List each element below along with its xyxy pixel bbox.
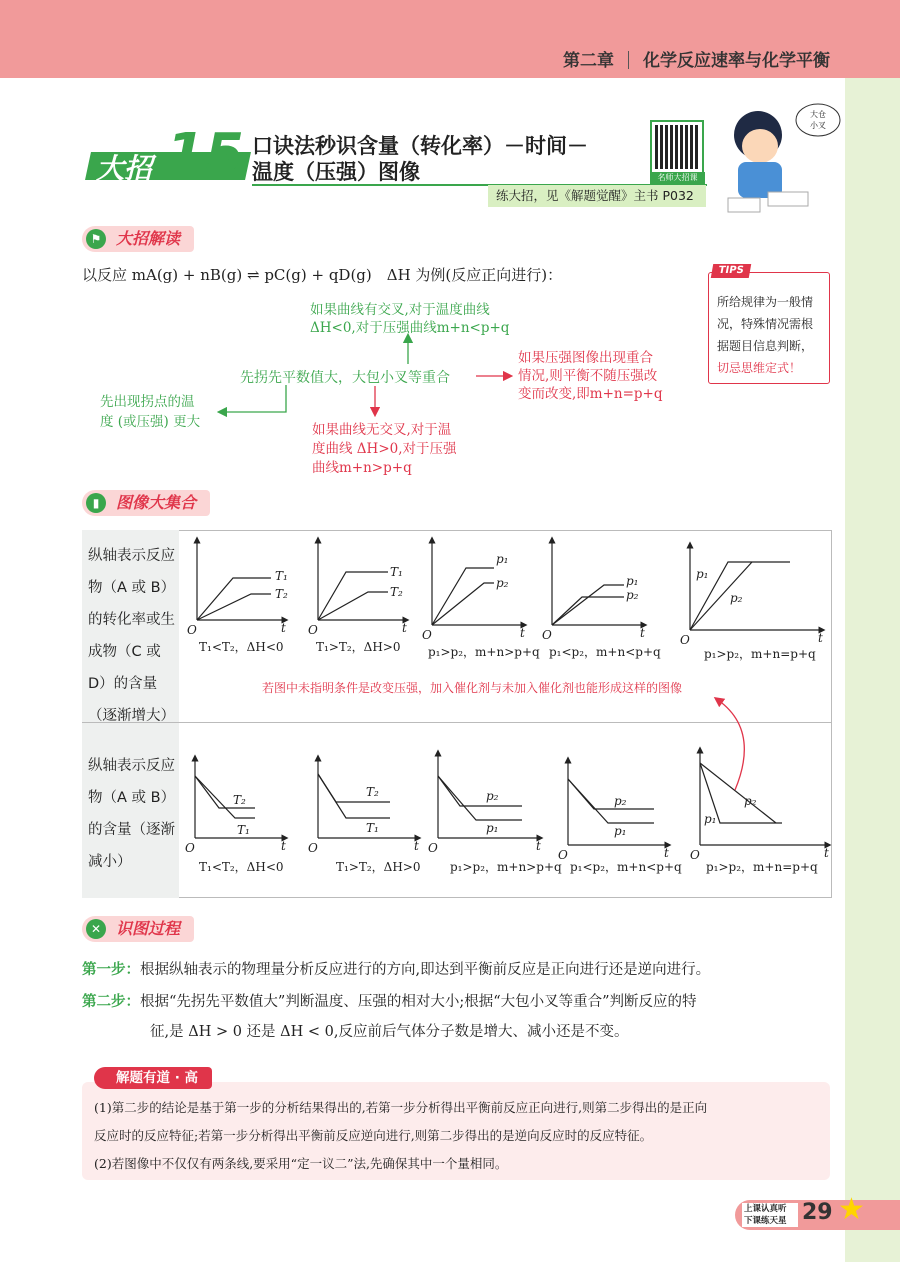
section-jiedu: ⚑ 大招解读 bbox=[82, 226, 194, 252]
tip2-line1: (1)第二步的结论是基于第一步的分析结果得出的,若第一步分析得出平衡前反应正向进行,则第二步得出的是正向 bbox=[94, 1100, 708, 1115]
t-axis-label: t bbox=[414, 839, 419, 853]
svg-text:小叉: 小叉 bbox=[810, 121, 826, 130]
origin-label: O bbox=[680, 633, 690, 647]
t-axis-label: t bbox=[402, 621, 407, 635]
step2-line1: 第二步：根据“先拐先平数值大”判断温度、压强的相对大小;根据“大包小叉等重合”判断反应的特 bbox=[82, 993, 697, 1010]
label-p2: p₂ bbox=[730, 591, 743, 605]
tips-line: 据题目信息判断， bbox=[717, 339, 814, 353]
tips-tag: TIPS bbox=[711, 264, 751, 278]
flag-icon: ⚑ bbox=[86, 229, 106, 249]
curve-T2 bbox=[195, 776, 255, 808]
origin-label: O bbox=[422, 628, 432, 642]
curve-p2 bbox=[432, 583, 494, 625]
star-mascot-icon: ★ bbox=[838, 1192, 865, 1227]
label-T2: T₂ bbox=[275, 587, 288, 601]
origin-label: O bbox=[185, 841, 195, 855]
tip2-line2: 反应时的反应特征;若第一步分析得出平衡前反应逆向进行,则第二步得出的是逆向反应时的反应特征。 bbox=[94, 1128, 653, 1143]
title-tag: 大招 bbox=[96, 152, 153, 185]
caption-r1-2: T₁>T₂，ΔH>0 bbox=[316, 640, 401, 654]
t-axis-label: t bbox=[536, 839, 541, 853]
section-shitu: ✕ 识图过程 bbox=[82, 916, 194, 942]
step1: 第一步：根据纵轴表示的物理量分析反应进行的方向,即达到平衡前反应是正向进行还是逆向进行。 bbox=[82, 961, 711, 978]
title-number: 15 bbox=[166, 122, 244, 187]
caption-r2-3: p₁>p₂，m+n>p+q bbox=[450, 860, 562, 874]
footer-slogan: 上课认真听 下课练天星 bbox=[742, 1203, 798, 1227]
label-p2: p₂ bbox=[626, 588, 639, 602]
label-p2: p₂ bbox=[744, 794, 757, 808]
label-p2: p₂ bbox=[496, 576, 509, 590]
t-axis-label: t bbox=[818, 631, 823, 645]
label-p1: p₁ bbox=[696, 567, 709, 581]
origin-label: O bbox=[187, 623, 197, 637]
top-note-2: ΔH<0,对于压强曲线m+n<p+q bbox=[310, 320, 510, 336]
right-note-2: 情况,则平衡不随压强改 bbox=[518, 368, 658, 384]
catalyst-note: 若图中未指明条件是改变压强，加入催化剂与未加入催化剂也能形成这样的图像 bbox=[262, 681, 683, 695]
bottom-note-2: 度曲线 ΔH>0,对于压强 bbox=[312, 441, 457, 457]
row2-head: 纵轴表示反应 物（A 或 B） 的含量（逐渐 减小） bbox=[88, 758, 176, 870]
t-axis-label: t bbox=[824, 846, 829, 860]
t-axis-label: t bbox=[281, 621, 286, 635]
right-note-3: 变而改变,即m+n=p+q bbox=[518, 386, 663, 402]
t-axis-label: t bbox=[520, 626, 525, 640]
t-axis-label: t bbox=[281, 839, 286, 853]
label-T1: T₁ bbox=[366, 821, 379, 835]
section-tuxiang: ▮ 图像大集合 bbox=[82, 490, 210, 516]
label-p2: p₂ bbox=[486, 789, 499, 803]
book-icon: ▮ bbox=[86, 493, 106, 513]
origin-label: O bbox=[558, 848, 568, 862]
left-note-1: 先出现拐点的温 bbox=[100, 394, 195, 410]
note-arrow bbox=[718, 700, 744, 790]
curve-T2 bbox=[318, 592, 388, 620]
bottom-note-1: 如果曲线无交叉,对于温 bbox=[312, 422, 452, 438]
bottom-note-3: 曲线m+n>p+q bbox=[312, 460, 412, 476]
row1-head: 纵轴表示反应 物（A 或 B） 的转化率或生 成物（C 或 D）的含量 （逐渐增大） bbox=[88, 548, 176, 724]
caption-r2-1: T₁<T₂，ΔH<0 bbox=[199, 860, 284, 874]
curve-p1 bbox=[568, 779, 654, 823]
step2-line2: 征,是 ΔH > 0 还是 ΔH < 0,反应前后气体分子数是增大、减小还是不变。 bbox=[150, 1024, 629, 1040]
intro-text: 以反应 mA(g) + nB(g) ⇌ pC(g) + qD(g) ΔH 为例(反应正向进行)： bbox=[82, 266, 563, 284]
book-reference: 练大招，见《解题觉醒》主书 P032 bbox=[488, 185, 706, 207]
top-note-1: 如果曲线有交叉,对于温度曲线 bbox=[310, 302, 490, 318]
origin-label: O bbox=[428, 841, 438, 855]
caption-r1-4: p₁<p₂，m+n<p+q bbox=[549, 645, 661, 659]
qr-label: 名师大招课 bbox=[650, 172, 705, 184]
page-title-line1: 口诀法秒识含量（转化率）－时间－ bbox=[252, 134, 588, 158]
curve-p1 bbox=[552, 585, 624, 625]
label-p1: p₁ bbox=[704, 812, 717, 826]
caption-r1-1: T₁<T₂，ΔH<0 bbox=[199, 640, 284, 654]
caption-r1-3: p₁>p₂，m+n>p+q bbox=[428, 645, 540, 659]
label-p2: p₂ bbox=[614, 794, 627, 808]
caption-r1-5: p₁>p₂，m+n=p+q bbox=[704, 647, 816, 661]
curve-T2 bbox=[318, 774, 390, 802]
curve-T1 bbox=[197, 578, 271, 620]
label-T1: T₁ bbox=[275, 569, 288, 583]
mascot-bubble-text: 大仓 bbox=[810, 110, 826, 119]
curve-T1 bbox=[195, 776, 255, 818]
center-rule: 先拐先平数值大，大包小叉等重合 bbox=[240, 370, 450, 386]
right-note-1: 如果压强图像出现重合 bbox=[518, 350, 653, 366]
curve-T1 bbox=[318, 774, 390, 818]
label-T2: T₂ bbox=[366, 785, 379, 799]
origin-label: O bbox=[308, 841, 318, 855]
origin-label: O bbox=[690, 848, 700, 862]
left-note-2: 度 (或压强) 更大 bbox=[100, 414, 201, 430]
tip2-line3: (2)若图像中不仅仅有两条线,要采用“定一议二”法,先确保其中一个量相同。 bbox=[94, 1156, 508, 1171]
caption-r2-5: p₁>p₂，m+n=p+q bbox=[706, 860, 818, 874]
label-p1: p₁ bbox=[614, 824, 627, 838]
curve-T1 bbox=[318, 572, 388, 620]
tip2-head: 解题有道 · 高 bbox=[94, 1067, 212, 1089]
curve-p2 bbox=[552, 597, 624, 625]
curve-p1 bbox=[432, 568, 494, 625]
label-p1: p₁ bbox=[486, 821, 499, 835]
caption-r2-4: p₁<p₂，m+n<p+q bbox=[570, 860, 682, 874]
tips-line: 况，特殊情况需根 bbox=[717, 317, 814, 331]
label-p1: p₁ bbox=[626, 574, 639, 588]
tips-line: 切忌思维定式！ bbox=[717, 361, 802, 375]
origin-label: O bbox=[542, 628, 552, 642]
caption-r2-2: T₁>T₂，ΔH>0 bbox=[336, 860, 421, 874]
curve-p1 bbox=[438, 776, 522, 820]
cross-icon: ✕ bbox=[86, 919, 106, 939]
origin-label: O bbox=[308, 623, 318, 637]
page-number: 29 bbox=[802, 1200, 833, 1225]
label-p1: p₁ bbox=[496, 552, 509, 566]
label-T1: T₁ bbox=[237, 823, 250, 837]
t-axis-label: t bbox=[640, 626, 645, 640]
label-T1: T₁ bbox=[390, 565, 403, 579]
tips-line: 所给规律为一般情 bbox=[717, 295, 814, 309]
page-title-line2: 温度（压强）图像 bbox=[252, 160, 420, 184]
t-axis-label: t bbox=[664, 846, 669, 860]
label-T2: T₂ bbox=[233, 793, 246, 807]
chapter-header: 第二章 化学反应速率与化学平衡 bbox=[563, 51, 830, 71]
label-T2: T₂ bbox=[390, 585, 403, 599]
